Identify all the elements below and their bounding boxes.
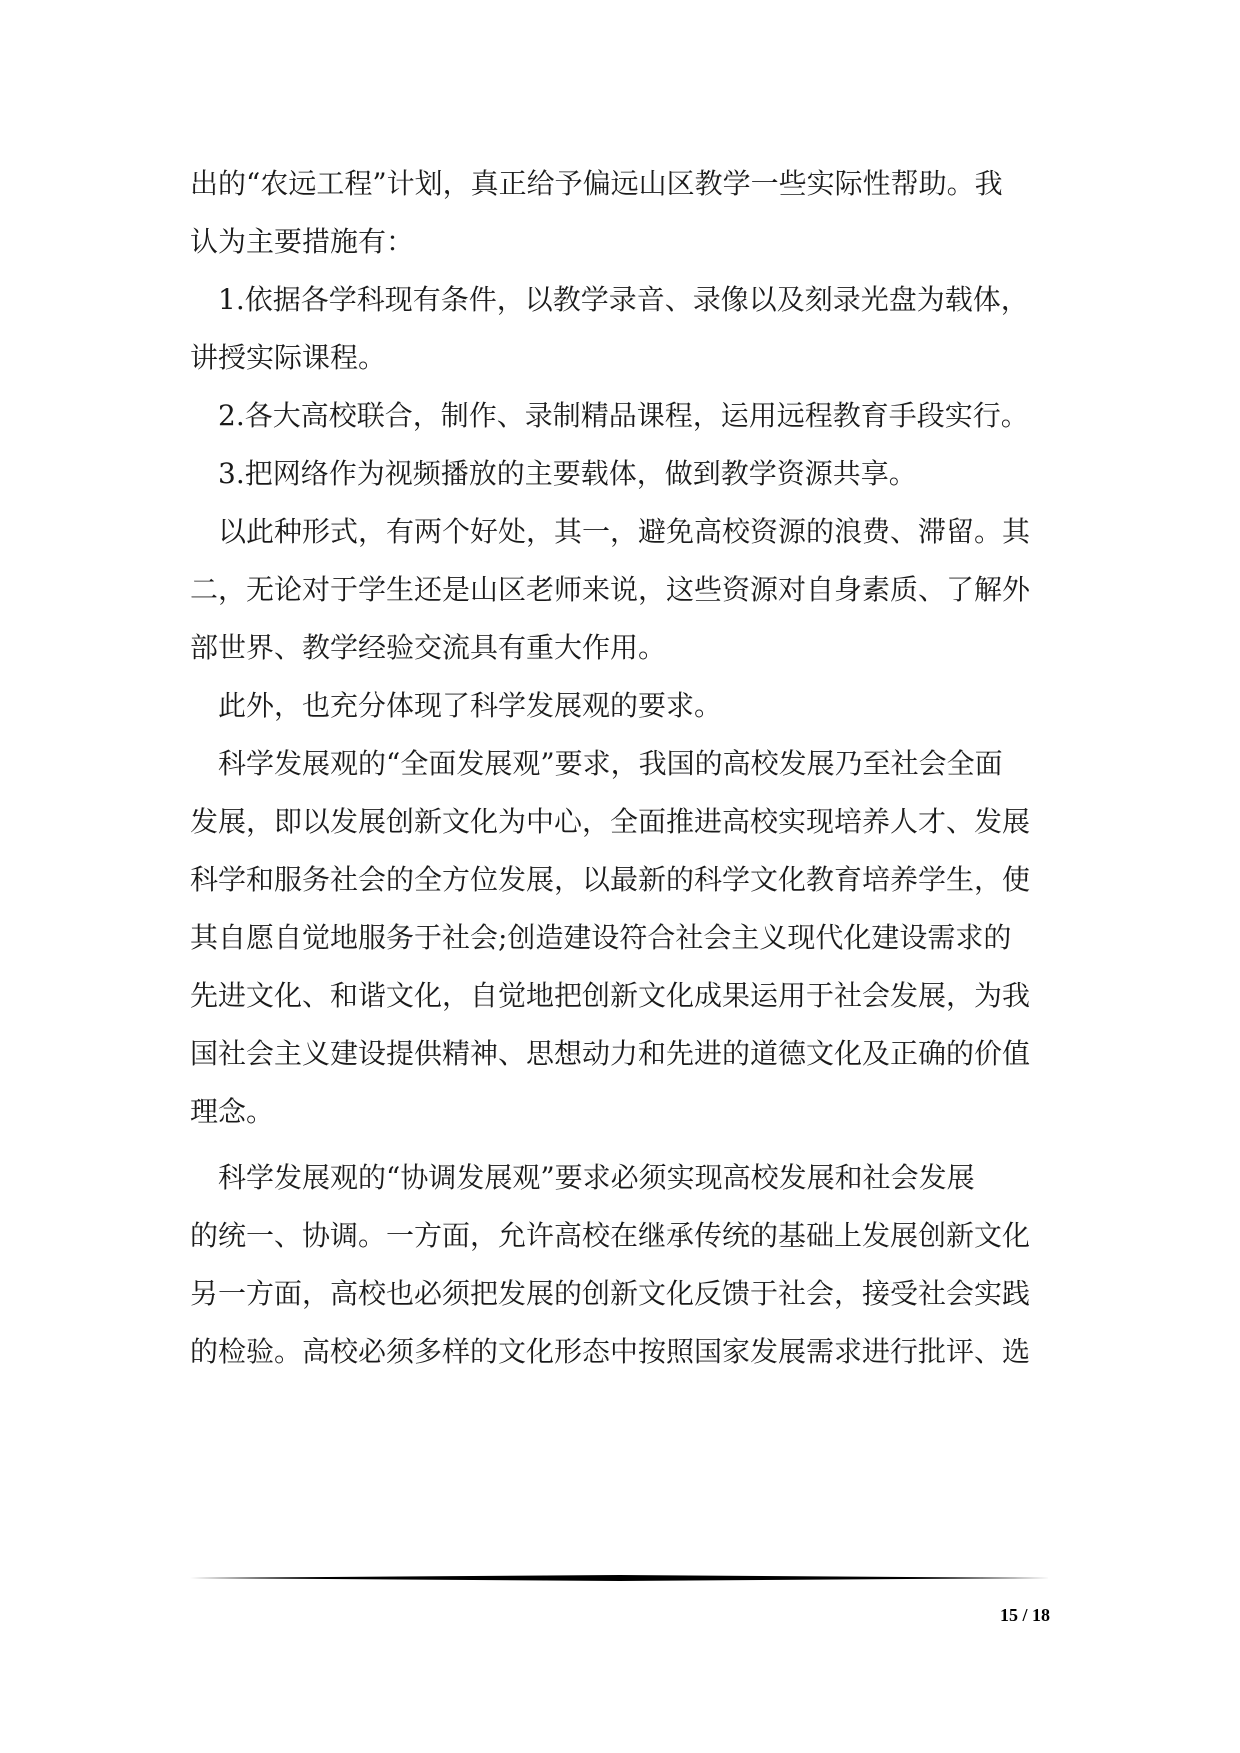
footer-rule (190, 1575, 1050, 1581)
text-line: 二，无论对于学生还是山区老师来说，这些资源对自身素质、了解外 (190, 573, 1031, 606)
text-line: 认为主要措施有： (190, 225, 415, 258)
list-item: 1.依据各学科现有条件，以教学录音、录像以及刻录光盘为载体， (218, 283, 1029, 316)
paragraph-start: 科学发展观的“协调发展观”要求必须实现高校发展和社会发展 (218, 1161, 975, 1194)
list-item: 3.把网络作为视频播放的主要载体，做到教学资源共享。 (218, 457, 917, 490)
text-line: 科学和服务社会的全方位发展，以最新的科学文化教育培养学生，使 (190, 863, 1031, 896)
paragraph-start: 此外，也充分体现了科学发展观的要求。 (218, 689, 723, 722)
text-line: 部世界、教学经验交流具有重大作用。 (190, 631, 667, 664)
text-line: 理念。 (190, 1095, 275, 1128)
text-line: 出的“农远工程”计划，真正给予偏远山区教学一些实际性帮助。我 (190, 167, 1003, 200)
text-line: 其自愿自觉地服务于社会;创造建设符合社会主义现代化建设需求的 (190, 921, 1012, 954)
page-number: 15 / 18 (999, 1605, 1050, 1625)
text-line: 国社会主义建设提供精神、思想动力和先进的道德文化及正确的价值 (190, 1037, 1031, 1070)
paragraph-start: 科学发展观的“全面发展观”要求，我国的高校发展乃至社会全面 (218, 747, 1003, 780)
text-line: 先进文化、和谐文化，自觉地把创新文化成果运用于社会发展，为我 (190, 979, 1031, 1012)
document-body (190, 155, 1050, 1381)
text-line: 另一方面，高校也必须把发展的创新文化反馈于社会，接受社会实践 (190, 1277, 1031, 1310)
text-line: 讲授实际课程。 (190, 341, 387, 374)
list-item: 2.各大高校联合，制作、录制精品课程，运用远程教育手段实行。 (218, 399, 1029, 432)
text-line: 的检验。高校必须多样的文化形态中按照国家发展需求进行批评、选 (190, 1335, 1031, 1368)
text-line: 的统一、协调。一方面，允许高校在继承传统的基础上发展创新文化 (190, 1219, 1031, 1252)
text-line: 发展，即以发展创新文化为中心，全面推进高校实现培养人才、发展 (190, 805, 1031, 838)
paragraph-start: 以此种形式，有两个好处，其一，避免高校资源的浪费、滞留。其 (218, 515, 1031, 548)
